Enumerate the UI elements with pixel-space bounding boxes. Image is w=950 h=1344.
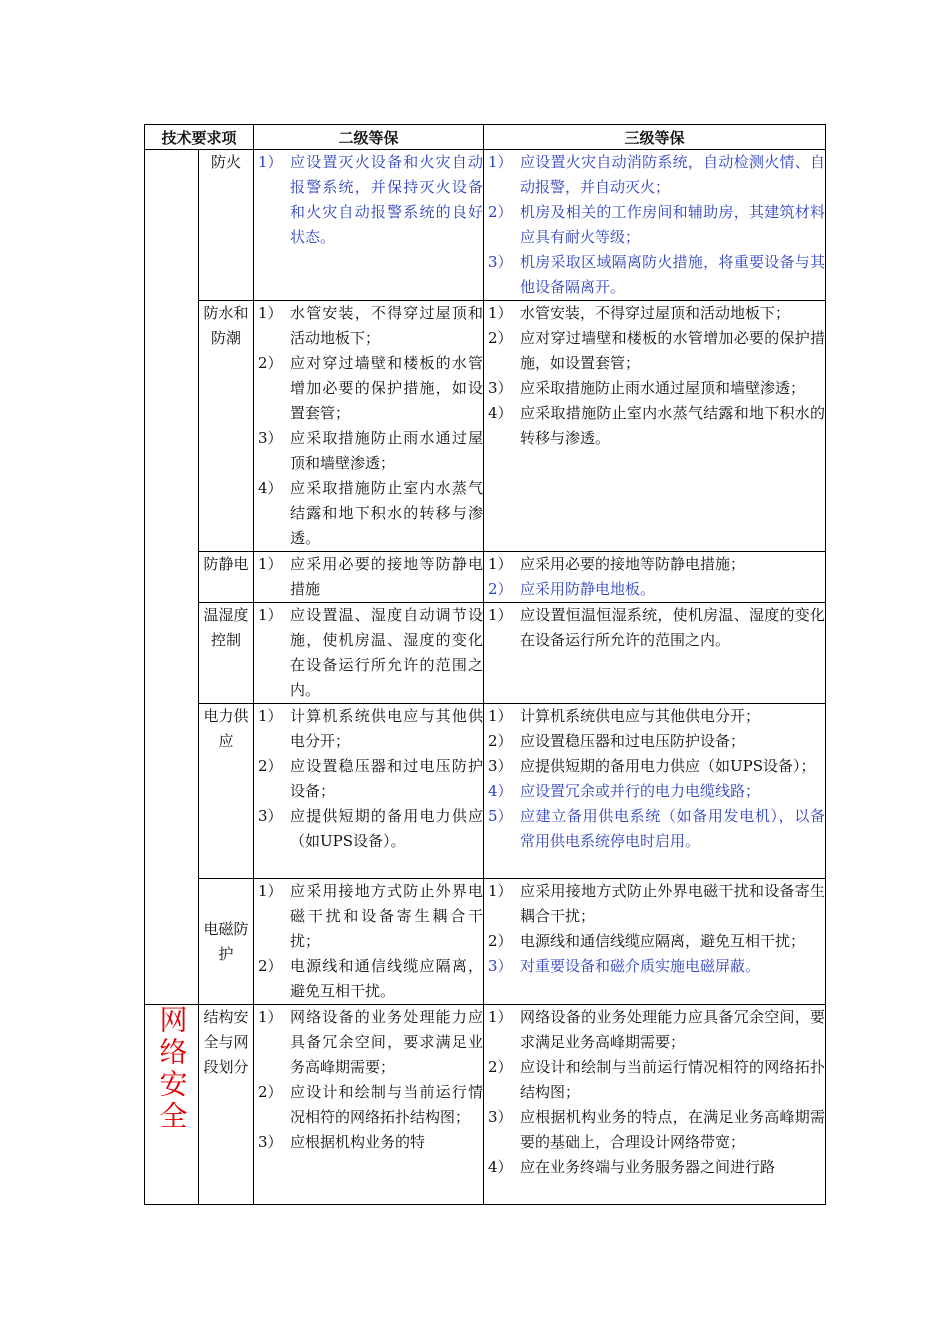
- list-item: [254, 1080, 483, 1130]
- item-number: 2）: [258, 354, 283, 372]
- list-item: [254, 351, 483, 426]
- item-text: 应设计和绘制与当前运行情况相符的网络拓扑结构图；: [290, 1083, 484, 1126]
- level2-cell: [254, 704, 484, 879]
- item-text: 网络设备的业务处理能力应具备冗余空间，要求满足业务高峰期需要；: [290, 1008, 484, 1076]
- requirement-name: 结构安全与网段划分: [199, 1005, 254, 1205]
- item-text: 水管安装，不得穿过屋顶和活动地板下；: [520, 304, 791, 322]
- list-item: [254, 1130, 483, 1155]
- item-number: 1）: [258, 882, 283, 900]
- list-item: [254, 150, 483, 250]
- item-text: 应设计和绘制与当前运行情况相符的网络拓扑结构图；: [520, 1058, 826, 1101]
- level2-cell: [254, 301, 484, 552]
- level2-cell: [254, 879, 484, 1005]
- level3-cell: [484, 879, 826, 1005]
- item-number: 1）: [488, 555, 513, 573]
- level2-list: [254, 552, 483, 602]
- item-text: 应提供短期的备用电力供应（如UPS设备）。: [290, 807, 484, 850]
- item-number: 1）: [258, 555, 283, 573]
- item-number: 1）: [488, 1008, 513, 1026]
- list-item: [254, 954, 483, 1004]
- item-number: 2）: [258, 1083, 283, 1101]
- level2-list: [254, 879, 483, 1004]
- list-item: [484, 804, 825, 854]
- item-text: 应采取措施防止雨水通过屋顶和墙壁渗透；: [290, 429, 484, 472]
- item-text: 应在业务终端与业务服务器之间进行路: [520, 1158, 776, 1176]
- list-item: [254, 552, 483, 602]
- table-row: [145, 603, 826, 704]
- table-row: [145, 879, 826, 1005]
- item-number: 3）: [488, 253, 513, 271]
- level2-cell: [254, 552, 484, 603]
- level3-cell: [484, 150, 826, 301]
- list-item: [484, 150, 825, 200]
- level3-list: [484, 704, 825, 854]
- level2-list: [254, 1005, 483, 1155]
- list-item: [254, 476, 483, 551]
- item-text: 应设置冗余或并行的电力电缆线路；: [520, 782, 761, 800]
- list-item: [484, 1055, 825, 1105]
- item-text: 应设置火灾自动消防系统，自动检测火情、自动报警，并自动灭火；: [520, 153, 826, 196]
- requirement-name: 电磁防护: [199, 879, 254, 1005]
- item-number: 3）: [258, 807, 283, 825]
- level3-cell: [484, 603, 826, 704]
- item-number: 1）: [488, 707, 513, 725]
- item-number: 2）: [488, 203, 513, 221]
- item-text: 应设置稳压器和过电压防护设备；: [520, 732, 746, 750]
- category-label: 网络安全: [155, 1005, 189, 1133]
- item-number: 3）: [488, 757, 513, 775]
- list-item: [484, 552, 825, 577]
- item-text: 应采用接地方式防止外界电磁干扰和设备寄生耦合干扰；: [290, 882, 484, 950]
- item-number: 4）: [258, 479, 283, 497]
- list-item: [484, 929, 825, 954]
- item-number: 1）: [258, 153, 283, 171]
- level3-list: [484, 552, 825, 602]
- item-number: 3）: [488, 957, 513, 975]
- list-item: [484, 704, 825, 729]
- item-text: 水管安装，不得穿过屋顶和活动地板下；: [290, 304, 484, 347]
- table-row: [145, 150, 826, 301]
- level3-list: [484, 879, 825, 979]
- item-text: 对重要设备和磁介质实施电磁屏蔽。: [520, 957, 761, 975]
- level3-cell: [484, 301, 826, 552]
- item-number: 3）: [258, 1133, 283, 1151]
- item-text: 应采用必要的接地等防静电措施: [290, 555, 484, 598]
- level2-cell: [254, 603, 484, 704]
- item-number: 4）: [488, 782, 513, 800]
- list-item: [484, 603, 825, 653]
- level2-list: [254, 603, 483, 703]
- list-item: [484, 301, 825, 326]
- list-item: [484, 577, 825, 602]
- level3-cell: [484, 1005, 826, 1205]
- list-item: [484, 779, 825, 804]
- item-number: 4）: [488, 1158, 513, 1176]
- level3-cell: [484, 704, 826, 879]
- header-level3: 三级等保: [484, 125, 826, 150]
- item-text: 应设置灭火设备和火灾自动报警系统，并保持灭火设备和火灾自动报警系统的良好状态。: [290, 153, 484, 246]
- item-number: 2）: [488, 1058, 513, 1076]
- item-text: 应根据机构业务的特: [290, 1133, 426, 1151]
- requirement-name: 电力供应: [199, 704, 254, 879]
- item-text: 电源线和通信线缆应隔离，避免互相干扰；: [520, 932, 806, 950]
- list-item: [254, 804, 483, 854]
- list-item: [484, 326, 825, 376]
- item-text: 应采取措施防止室内水蒸气结露和地下积水的转移与渗透。: [290, 479, 484, 547]
- level2-list: [254, 150, 483, 250]
- item-text: 应设置温、湿度自动调节设施，使机房温、湿度的变化在设备运行所允许的范围之内。: [290, 606, 484, 699]
- requirements-table: [144, 124, 826, 1205]
- item-number: 4）: [488, 404, 513, 422]
- list-item: [484, 954, 825, 979]
- item-text: 应设置恒温恒湿系统，使机房温、湿度的变化在设备运行所允许的范围之内。: [520, 606, 826, 649]
- level3-list: [484, 1005, 825, 1180]
- list-item: [484, 250, 825, 300]
- item-number: 1）: [488, 606, 513, 624]
- item-text: 电源线和通信线缆应隔离，避免互相干扰。: [290, 957, 484, 1000]
- item-number: 2）: [258, 957, 283, 975]
- item-number: 3）: [258, 429, 283, 447]
- item-number: 2）: [488, 329, 513, 347]
- requirement-name: 防静电: [199, 552, 254, 603]
- item-text: 应对穿过墙壁和楼板的水管增加必要的保护措施，如设置套管；: [520, 329, 826, 372]
- list-item: [484, 401, 825, 451]
- item-number: 1）: [258, 606, 283, 624]
- list-item: [254, 704, 483, 754]
- table-row: [145, 301, 826, 552]
- item-number: 1）: [488, 304, 513, 322]
- list-item: [484, 729, 825, 754]
- list-item: [484, 1155, 825, 1180]
- level2-list: [254, 301, 483, 551]
- header-requirement-item: 技术要求项: [145, 125, 254, 150]
- table-body: [145, 150, 826, 1205]
- list-item: [254, 301, 483, 351]
- item-text: 应设置稳压器和过电压防护设备；: [290, 757, 484, 800]
- item-text: 应采用接地方式防止外界电磁干扰和设备寄生耦合干扰；: [520, 882, 826, 925]
- table-row: [145, 552, 826, 603]
- list-item: [484, 879, 825, 929]
- item-number: 3）: [488, 1108, 513, 1126]
- category-cell-physical: [145, 150, 199, 1005]
- item-text: 应采取措施防止室内水蒸气结露和地下积水的转移与渗透。: [520, 404, 826, 447]
- level3-list: [484, 150, 825, 300]
- item-number: 3）: [488, 379, 513, 397]
- item-number: 1）: [258, 304, 283, 322]
- list-item: [254, 754, 483, 804]
- requirement-name: 防水和防潮: [199, 301, 254, 552]
- list-item: [254, 879, 483, 954]
- item-number: 2）: [258, 757, 283, 775]
- item-number: 2）: [488, 932, 513, 950]
- level2-list: [254, 704, 483, 854]
- item-text: 应提供短期的备用电力供应（如UPS设备）；: [520, 757, 816, 775]
- item-text: 应采取措施防止雨水通过屋顶和墙壁渗透；: [520, 379, 806, 397]
- item-text: 应建立备用供电系统（如备用发电机），以备常用供电系统停电时启用。: [520, 807, 826, 850]
- item-number: 2）: [488, 580, 513, 598]
- item-text: 应对穿过墙壁和楼板的水管增加必要的保护措施，如设置套管；: [290, 354, 484, 422]
- list-item: [254, 426, 483, 476]
- list-item: [484, 1105, 825, 1155]
- list-item: [254, 1005, 483, 1080]
- category-cell-network: [145, 1005, 199, 1205]
- item-text: 网络设备的业务处理能力应具备冗余空间，要求满足业务高峰期需要；: [520, 1008, 826, 1051]
- level2-cell: [254, 150, 484, 301]
- level3-cell: [484, 552, 826, 603]
- item-number: 1）: [258, 1008, 283, 1026]
- item-text: 应采用防静电地板。: [520, 580, 656, 598]
- requirement-name: 防火: [199, 150, 254, 301]
- list-item: [484, 376, 825, 401]
- item-number: 1）: [258, 707, 283, 725]
- item-text: 机房及相关的工作房间和辅助房，其建筑材料应具有耐火等级；: [520, 203, 826, 246]
- list-item: [484, 754, 825, 779]
- item-number: 5）: [488, 807, 513, 825]
- table-header-row: [145, 125, 826, 150]
- header-level2: 二级等保: [254, 125, 484, 150]
- list-item: [254, 603, 483, 703]
- item-number: 2）: [488, 732, 513, 750]
- requirement-name: 温湿度控制: [199, 603, 254, 704]
- table-row: [145, 1005, 826, 1205]
- level3-list: [484, 301, 825, 451]
- item-text: 机房采取区域隔离防火措施，将重要设备与其他设备隔离开。: [520, 253, 826, 296]
- list-item: [484, 200, 825, 250]
- level3-list: [484, 603, 825, 653]
- item-text: 计算机系统供电应与其他供电分开；: [520, 707, 761, 725]
- item-text: 应根据机构业务的特点，在满足业务高峰期需要的基础上，合理设计网络带宽；: [520, 1108, 826, 1151]
- item-number: 1）: [488, 882, 513, 900]
- table-row: [145, 704, 826, 879]
- item-text: 应采用必要的接地等防静电措施；: [520, 555, 746, 573]
- item-number: 1）: [488, 153, 513, 171]
- item-text: 计算机系统供电应与其他供电分开；: [290, 707, 484, 750]
- level2-cell: [254, 1005, 484, 1205]
- list-item: [484, 1005, 825, 1055]
